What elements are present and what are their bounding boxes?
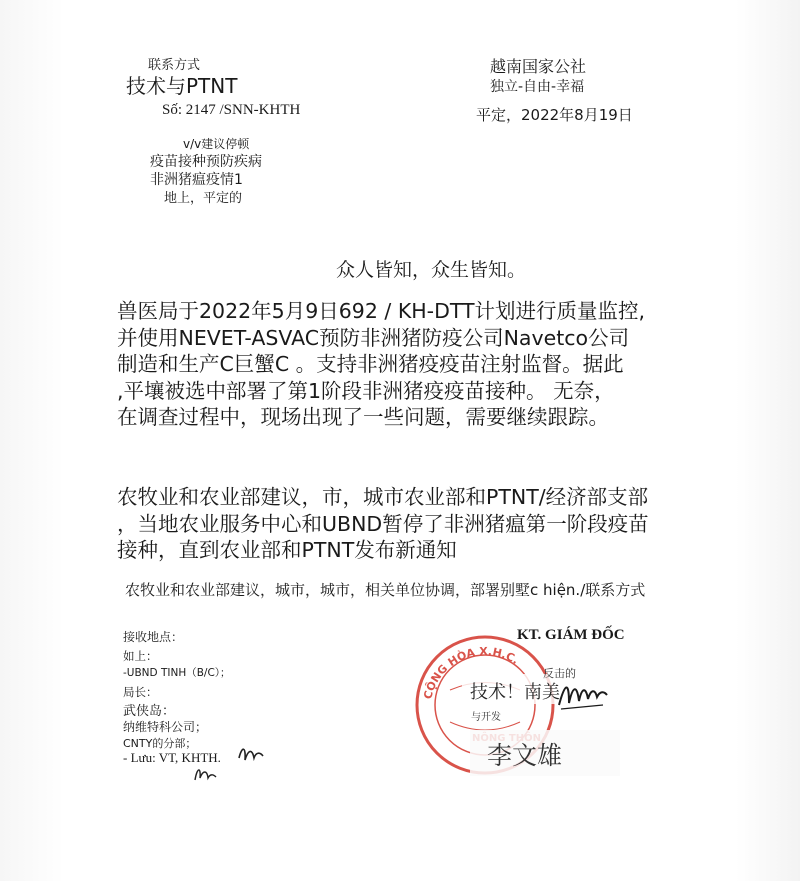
body-paragraph-3: 农牧业和农业部建议，城市，城市，相关单位协调，部署别墅c hiện./联系方式 <box>125 581 646 599</box>
paragraph-line: 农牧业和农业部建议，市，城市农业部和PTNT/经济部支部 <box>117 485 649 509</box>
paragraph-line: 制造和生产C巨蟹C 。支持非洲猪疫疫苗注射监督。据此 <box>117 352 624 376</box>
recipient-line: 武侠岛： <box>123 704 176 719</box>
document-date: 平定，2022年8月19日 <box>476 106 633 124</box>
document-number: Số: 2147 /SNN-KHTH <box>162 102 301 118</box>
paragraph-line: ,平壤被选中部署了第1阶段非洲猪疫疫苗接种。 无奈， <box>117 378 615 403</box>
recipient-line: CNTY的分部； <box>123 737 197 750</box>
signer-name: 李文雄 <box>487 741 563 770</box>
subject-line: 地上，平定的 <box>164 191 243 206</box>
initials-mark <box>192 762 218 784</box>
greeting: 众人皆知，众生皆知。 <box>336 259 527 281</box>
recipient-line: 局长： <box>123 685 158 699</box>
contact-label: 联系方式 <box>148 58 201 73</box>
country-name: 越南国家公社 <box>490 57 587 76</box>
subject-line: 非洲猪瘟疫情1 <box>150 172 243 188</box>
recipients-title: 接收地点： <box>123 630 184 644</box>
national-motto: 独立-自由-幸福 <box>490 79 585 95</box>
department-name: 技术与PTNT <box>126 74 238 98</box>
signer-department-label: 技术！南美 <box>470 682 560 703</box>
paragraph-line: 兽医局于2022年5月9日692 / KH-DTT计划进行质量监控, <box>117 299 646 323</box>
signer-sub-label: 与开发 <box>471 712 501 723</box>
recipient-line: 如上： <box>123 649 158 663</box>
paragraph-line: 接种，直到农业部和PTNT发布新通知 <box>117 538 457 562</box>
subject-line: 疫苗接种预防疾病 <box>150 154 262 170</box>
recipient-line: - Lưu: VT, KHTH. <box>123 750 221 765</box>
paragraph-line: 并使用NEVET-ASVAC预防非洲猪防疫公司Navetco公司 <box>117 325 630 350</box>
paragraph-line: ，当地农业服务中心和UBND暂停了非洲猪瘟第一阶段疫苗 <box>117 511 649 536</box>
recipient-line: 纳维特科公司； <box>123 720 208 734</box>
seal-top-text: CỘNG HÒA X.H.C. <box>421 644 522 701</box>
paragraph-line: 在调查过程中，现场出现了一些问题，需要继续跟踪。 <box>117 405 609 429</box>
signature-mark <box>555 675 610 715</box>
signer-role-label: 反击的 <box>543 667 576 680</box>
body-paragraph-2 <box>117 484 747 564</box>
signature-title: KT. GIÁM ĐỐC <box>517 627 625 643</box>
initials-mark <box>236 742 266 766</box>
subject-line: v/v建议停顿 <box>183 137 250 151</box>
body-paragraph-1 <box>117 298 747 431</box>
recipient-line: -UBND TINH（B/C）； <box>123 667 231 679</box>
